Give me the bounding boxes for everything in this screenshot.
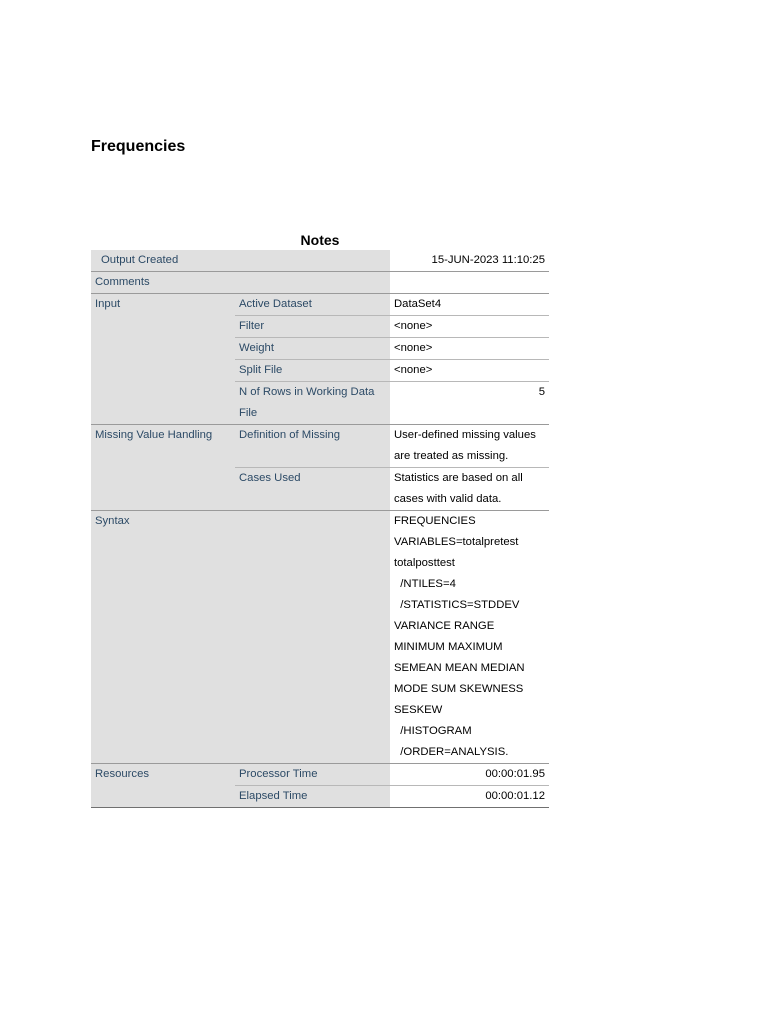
table-row: [91, 425, 549, 468]
input-active-dataset-label: Active Dataset: [235, 294, 390, 316]
syntax-line: MINIMUM MAXIMUM: [394, 641, 503, 653]
missing-definition-line1: User-defined missing values: [394, 429, 536, 441]
row-label-resources: Resources: [91, 764, 235, 808]
input-weight-label: Weight: [235, 338, 390, 360]
input-filter-label: Filter: [235, 316, 390, 338]
table-row: [91, 764, 549, 786]
syntax-line: VARIABLES=totalpretest: [394, 536, 519, 548]
syntax-line: /NTILES=4: [394, 578, 456, 590]
input-weight-value: <none>: [390, 338, 549, 360]
table-row: [91, 250, 549, 272]
comments-value: [390, 272, 549, 294]
page-heading: Frequencies: [91, 138, 186, 155]
row-label-output-created: Output Created: [91, 250, 390, 272]
missing-definition-value: [390, 425, 549, 468]
row-label-missing-value-handling: Missing Value Handling: [91, 425, 235, 511]
syntax-line: MODE SUM SKEWNESS: [394, 683, 524, 695]
input-split-file-value: <none>: [390, 360, 549, 382]
syntax-line: SESKEW: [394, 704, 443, 716]
n-rows-label-line2: File: [239, 407, 258, 419]
syntax-line: /ORDER=ANALYSIS.: [394, 746, 509, 758]
input-filter-value: <none>: [390, 316, 549, 338]
row-label-comments: Comments: [91, 272, 390, 294]
missing-definition-label: Definition of Missing: [235, 425, 390, 468]
input-n-rows-value: 5: [390, 382, 549, 425]
table-row: [91, 294, 549, 316]
syntax-line: /STATISTICS=STDDEV: [394, 599, 520, 611]
table-row: [91, 511, 549, 764]
syntax-line: FREQUENCIES: [394, 515, 476, 527]
syntax-line: VARIANCE RANGE: [394, 620, 495, 632]
missing-cases-used-label: Cases Used: [235, 468, 390, 511]
notes-table: [91, 250, 549, 808]
syntax-line: SEMEAN MEAN MEDIAN: [394, 662, 525, 674]
table-row: [91, 272, 549, 294]
syntax-value: [390, 511, 549, 764]
elapsed-time-value: 00:00:01.12: [390, 786, 549, 808]
input-n-rows-label: [235, 382, 390, 425]
missing-definition-line2: are treated as missing.: [394, 450, 509, 462]
elapsed-time-label: Elapsed Time: [235, 786, 390, 808]
cases-used-line2: cases with valid data.: [394, 493, 502, 505]
row-label-syntax: Syntax: [91, 511, 390, 764]
syntax-line: totalposttest: [394, 557, 455, 569]
output-created-value: 15-JUN-2023 11:10:25: [390, 250, 549, 272]
missing-cases-used-value: [390, 468, 549, 511]
input-split-file-label: Split File: [235, 360, 390, 382]
n-rows-label-line1: N of Rows in Working Data: [239, 386, 375, 398]
row-label-input: Input: [91, 294, 235, 425]
processor-time-value: 00:00:01.95: [390, 764, 549, 786]
syntax-line: /HISTOGRAM: [394, 725, 472, 737]
input-active-dataset-value: DataSet4: [390, 294, 549, 316]
cases-used-line1: Statistics are based on all: [394, 472, 523, 484]
processor-time-label: Processor Time: [235, 764, 390, 786]
table-title: Notes: [300, 232, 340, 248]
